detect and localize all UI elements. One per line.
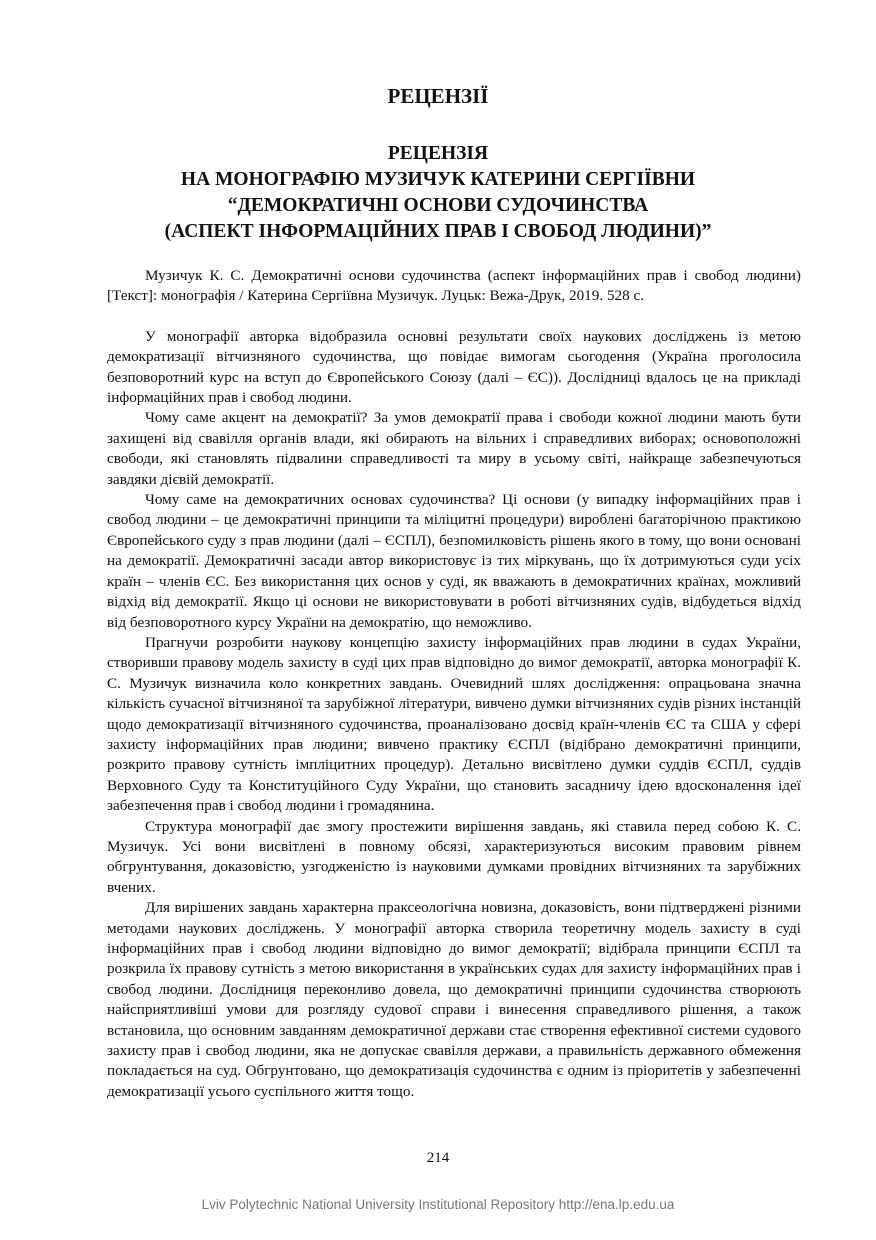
- review-body: [107, 266, 801, 1102]
- review-title-line-3: “ДЕМОКРАТИЧНІ ОСНОВИ СУДОЧИНСТВА: [227, 195, 649, 216]
- paragraph: Чому саме акцент на демократії? За умов демократії права і свободи кожної людини мають бути захищені від свавілля органів влади, які обирають на вільних і справедливих виборах; основоположні свободи, які становлять підвалини справедливості та миру в усьому світі, найкраще забезпечуються завдяки дієвій демократії.: [107, 409, 801, 488]
- page-number: 214: [426, 1150, 450, 1166]
- review-title-line-4: (АСПЕКТ ІНФОРМАЦІЙНИХ ПРАВ І СВОБОД ЛЮДИНИ)”: [164, 221, 712, 242]
- section-title: РЕЦЕНЗІЇ: [387, 84, 489, 108]
- repository-footer: Lviv Polytechnic National University Institutional Repository http://ena.lp.edu.ua: [201, 1197, 675, 1212]
- paragraph: Чому саме на демократичних основах судочинства? Ці основи (у випадку інформаційних прав і свобод людини – це демократичні принципи та мiлiцитні процедури) вироблені багаторічною практикою Європейського суду з прав людини (далі – ЄСПЛ), безпомилковість рішень якого в тому, що вони основані на демократії. Демократичні засади автор використовує із тих міркувань, що їх дотримуються суди усіх країн – членів ЄС. Без використання цих основ у суді, як вважають в демократичних країнах, можливий відхід від демократії. Якщо ці основи не використовувати в роботі вітчизняних судів, відбудеться відхід від безповоротного курсу України на демократію, що неможливо.: [107, 491, 801, 631]
- review-title-line-2: НА МОНОГРАФІЮ МУЗИЧУК КАТЕРИНИ СЕРГІЇВНИ: [180, 169, 696, 190]
- bibliographic-citation: Музичук К. С. Демократичні основи судочинства (аспект інформаційних прав і свобод людини) [Текст]: монографія / Катерина Сергіївна Музичук. Луцьк: Вежа-Друк, 2019. 528 с.: [107, 267, 801, 305]
- paragraph: Структура монографії дає змогу простежити вирішення завдань, які ставила перед собою К. С. Музичук. Усі вони висвітлені в повному обсязі, характеризуються високим правовим рівнем обгрунтування, доказовістю, узгодженістю із науковими думками провідних вітчизняних та зарубіжних вчених.: [107, 817, 801, 896]
- paragraph: У монографії авторка відобразила основні результати своїх наукових досліджень із метою демократизації вітчизняного судочинства, що повідає вимогам сьогодення (Україна проголосила безповоротний курс на вступ до Європейського Союзу (далі – ЄС)). Дослідниці вдалось це на прикладі інформаційних прав і свобод людини.: [107, 327, 801, 407]
- review-title: [0, 141, 876, 245]
- review-title-line-1: РЕЦЕНЗІЯ: [387, 143, 489, 164]
- paragraph: Для вирішених завдань характерна праксеологічна новизна, доказовість, вони підтверджені різними методами наукових досліджень. У монографії авторка створила теоретичну модель захисту в суді інформаційних прав і свобод людини відповідно до вимог демократії; відібрала принципи ЄСПЛ та розкрила їх правову сутність з метою використання в українських судах для захисту інформаційних прав і свобод людини. Дослідниця переконливо довела, що демократичні принципи судочинства створюють найсприятливіші умови для розгляду судової справи і винесення справедливого рішення, а також встановила, що основним завданням демократичної держави стає створення ефективної системи судового захисту прав і свобод людини, яка не допускає свавілля держави, а правильність державного обмеження покладається на суд. Обгрунтовано, що демократизація судочинства є одним із пріоритетів у забезпеченні демократизації усього суспільного життя тощо.: [107, 899, 801, 1100]
- paragraph: Прагнучи розробити наукову концепцію захисту інформаційних прав людини в судах України, створивши правову модель захисту в суді цих прав відповідно до вимог демократії, авторка монографії К. С. Музичук визначила коло конкретних завдань. Очевидний шлях дослідження: опрацьована значна кількість сучасної вітчизняної та зарубіжної літератури, вивчено думки вітчизняних судів різних інстанцій щодо демократизації вітчизняного судочинства, проаналізовано досвід країн-членів ЄС та США у сфері захисту інформаційних прав людини; вивчено практику ЄСПЛ (відібрано демократичні принципи, розкрито правову сутність імпліцитних процедур). Детально висвітлено думки суддів ЄСПЛ, суддів Верховного Суду та Конституційного Суду України, що становить засадничу ідею вдосконалення ідеї забезпечення прав і свобод людини і громадянина.: [107, 633, 801, 815]
